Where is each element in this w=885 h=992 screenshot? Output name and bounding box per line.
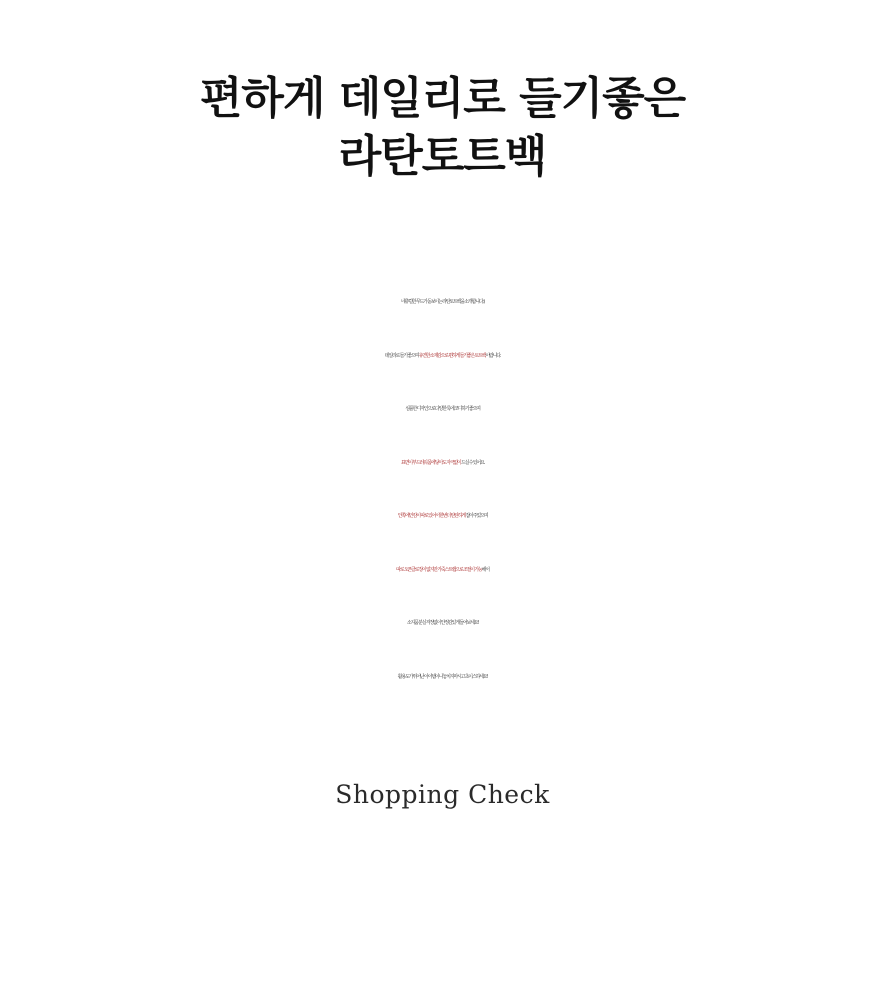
highlighted-text: 표면이 부드러워 몸에 닿아도 자극없이 (401, 459, 461, 466)
description-line (0, 651, 885, 705)
shopping-check-note (0, 860, 885, 893)
shopping-check-title: Shopping Check (335, 780, 550, 809)
description-text: 네츄럴한 무드가 돋보이는 라탄토트백을 소개합니다 :) (400, 299, 485, 305)
highlighted-text: 유연한 소재감으로 편하게 들기좋은 토트백 (418, 352, 486, 359)
description-text: 활용도가 뛰어난 아이템이니 놓치지마시고 초이스하세요! (397, 673, 488, 680)
shopping-check-notes (0, 827, 885, 926)
highlighted-text: 따로 오픈클로징이 없지만 가죽스트랩으로 조절이 가능 (396, 566, 482, 573)
description-text: 데일리로 들기 좋으며 (384, 352, 419, 359)
description-text: 이랍니다. (485, 352, 501, 359)
description-text: 해서 (481, 566, 489, 573)
description-line (0, 330, 885, 384)
description-text: 잡아주었으며 (465, 513, 488, 519)
headline-line-1: 편하게 데일리로 들기좋은 (199, 73, 686, 124)
product-description (0, 276, 885, 704)
shopping-check-note (0, 893, 885, 926)
description-text: 드실 수 있어요. (460, 459, 484, 466)
description-text: 소지품 분실 걱정없이 안정감있게 들어보세요! (406, 620, 479, 626)
description-line (0, 544, 885, 598)
description-line (0, 437, 885, 491)
description-line (0, 597, 885, 651)
headline-line-2: 라탄토트백 (338, 131, 547, 182)
description-line (0, 490, 885, 544)
description-line (0, 276, 885, 330)
description-line (0, 383, 885, 437)
description-text: 심플한 디자인으로 다양한 룩에 코디하기 좋으며 (405, 406, 480, 412)
shopping-check-note (0, 827, 885, 860)
headline (0, 70, 885, 186)
highlighted-text: 안쪽에 안감이 따로 있어서 한번더 탄탄하게 (397, 513, 466, 519)
